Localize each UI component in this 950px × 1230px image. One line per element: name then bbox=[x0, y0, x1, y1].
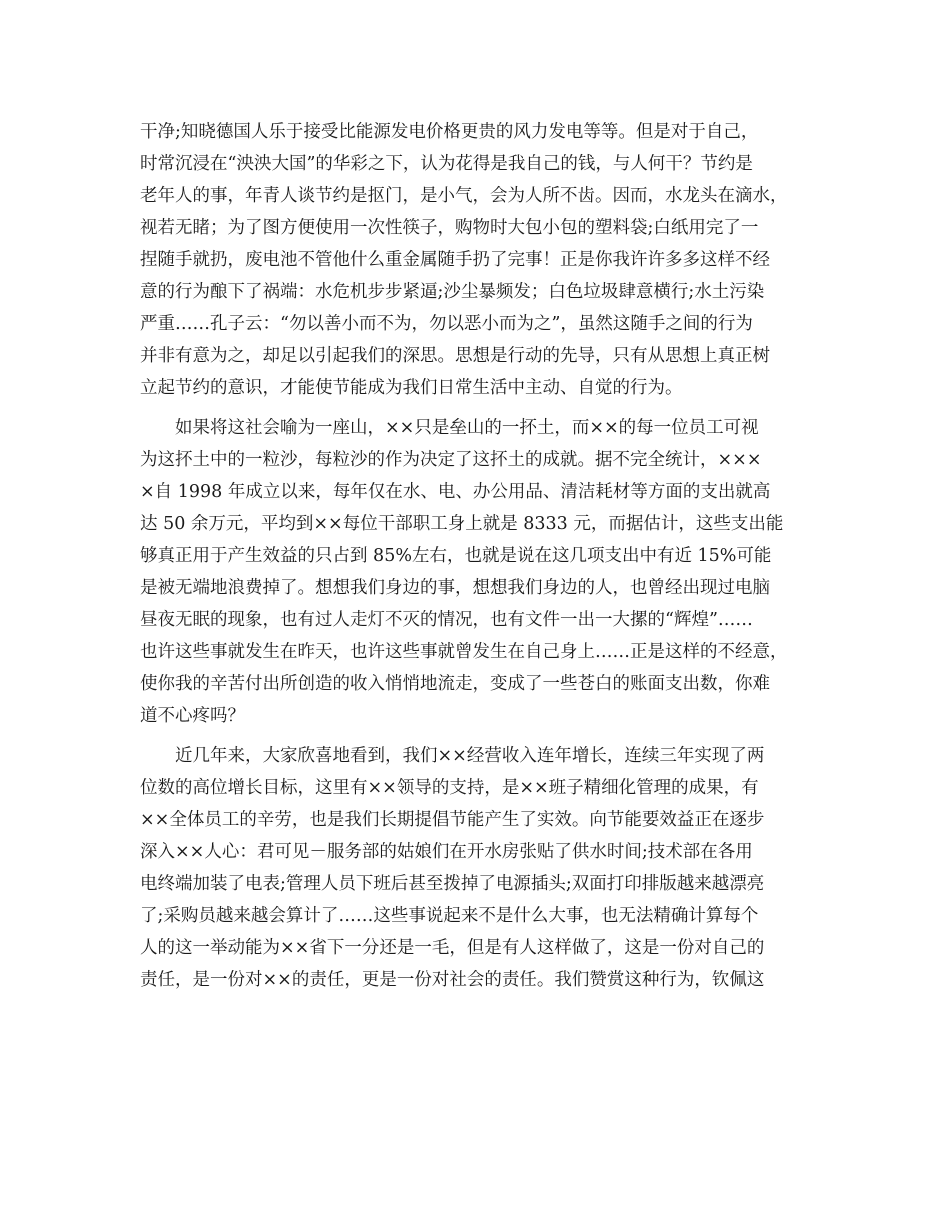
text-line: ×自 1998 年成立以来，每年仅在水、电、办公用品、清洁耗材等方面的支出就高 bbox=[140, 482, 771, 502]
text-line: 视若无睹；为了图方便使用一次性筷子，购物时大包小包的塑料袋;白纸用完了一 bbox=[140, 218, 759, 238]
text-line: 位数的高位增长目标，这里有××领导的支持，是××班子精细化管理的成果，有 bbox=[140, 778, 759, 798]
text-line: 立起节约的意识，才能使节能成为我们日常生活中主动、自觉的行为。 bbox=[140, 378, 683, 398]
paragraph-spacing bbox=[140, 404, 820, 412]
text-line: 道不心疼吗？ bbox=[140, 706, 245, 726]
text-line: 了;采购员越来越会算计了……这些事说起来不是什么大事，也无法精确计算每个 bbox=[140, 906, 759, 926]
paragraph-spacing bbox=[140, 732, 820, 740]
text-line: 昼夜无眠的现象，也有过人走灯不灭的情况，也有文件一出一大摞的“辉煌”…… bbox=[140, 610, 753, 630]
text-line: 使你我的辛苦付出所创造的收入悄悄地流走，变成了一些苍白的账面支出数，你难 bbox=[140, 674, 770, 694]
text-line: ××全体员工的辛劳，也是我们长期提倡节能产生了实效。向节能要效益正在逐步 bbox=[140, 810, 765, 830]
text-line: 够真正用于产生效益的只占到 85%左右，也就是说在这几项支出中有近 15%可能 bbox=[140, 546, 772, 566]
text-line: 达 50 余万元，平均到××每位干部职工身上就是 8333 元，而据估计，这些支出能 bbox=[140, 514, 784, 534]
text-line: 人的这一举动能为××省下一分还是一毛，但是有人这样做了，这是一份对自己的 bbox=[140, 938, 765, 958]
paragraph-3 bbox=[140, 740, 820, 996]
text-line: 捏随手就扔，废电池不管他什么重金属随手扔了完事！正是你我许许多多这样不经 bbox=[140, 250, 770, 270]
text-line: 近几年来，大家欣喜地看到，我们××经营收入连年增长，连续三年实现了两 bbox=[140, 746, 765, 766]
text-line: 如果将这社会喻为一座山，××只是垒山的一抔土，而××的每一位员工可视 bbox=[140, 418, 759, 438]
text-line: 为这抔土中的一粒沙，每粒沙的作为决定了这抔土的成就。据不完全统计，××× bbox=[140, 450, 762, 470]
text-line: 也许这些事就发生在昨天，也许这些事就曾发生在自己身上……正是这样的不经意， bbox=[140, 642, 788, 662]
text-line: 老年人的事，年青人谈节约是抠门，是小气，会为人所不齿。因而，水龙头在滴水， bbox=[140, 186, 788, 206]
text-line: 严重……孔子云：“勿以善小而不为，勿以恶小而为之”，虽然这随手之间的行为 bbox=[140, 314, 753, 334]
text-line: 干净;知晓德国人乐于接受比能源发电价格更贵的风力发电等等。但是对于自己， bbox=[140, 122, 759, 142]
text-line: 责任，是一份对××的责任，更是一份对社会的责任。我们赞赏这种行为，钦佩这 bbox=[140, 970, 765, 990]
text-line: 并非有意为之，却足以引起我们的深思。思想是行动的先导，只有从思想上真正树 bbox=[140, 346, 770, 366]
body-text bbox=[140, 116, 820, 996]
text-line: 电终端加装了电表;管理人员下班后甚至拨掉了电源插头;双面打印排版越来越漂亮 bbox=[140, 874, 765, 894]
paragraph-2 bbox=[140, 412, 820, 732]
text-line: 深入××人心：君可见－服务部的姑娘们在开水房张贴了供水时间;技术部在各用 bbox=[140, 842, 753, 862]
text-line: 是被无端地浪费掉了。想想我们身边的事，想想我们身边的人，也曾经出现过电脑 bbox=[140, 578, 770, 598]
paragraph-1 bbox=[140, 116, 820, 404]
text-line: 意的行为酿下了祸端：水危机步步紧逼;沙尘暴频发；白色垃圾肆意横行;水土污染 bbox=[140, 282, 765, 302]
text-line: 时常沉浸在“泱泱大国”的华彩之下，认为花得是我自己的钱，与人何干？节约是 bbox=[140, 154, 753, 174]
